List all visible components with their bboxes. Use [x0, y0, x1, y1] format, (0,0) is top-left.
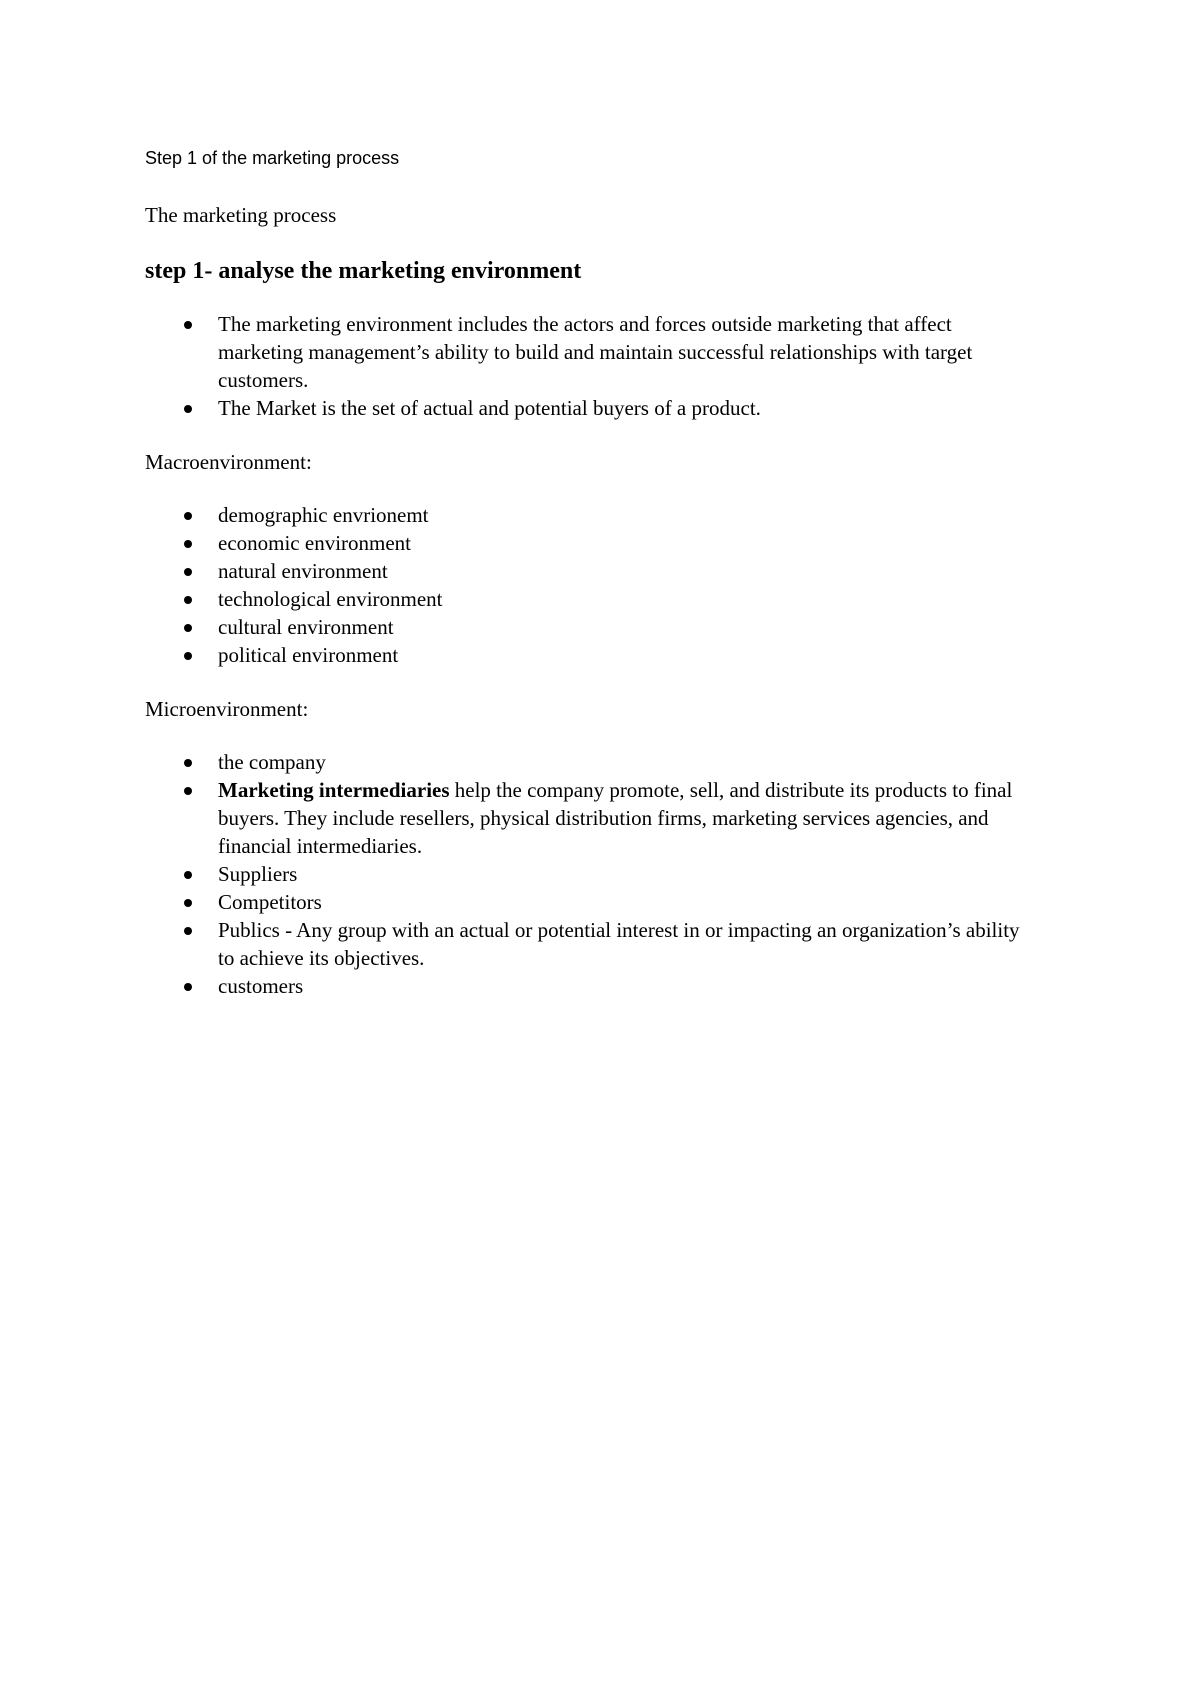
list-item	[145, 860, 1038, 888]
list-item-text: Publics - Any group with an actual or potential interest in or impacting an organization’s ability to achieve its objectives.	[218, 918, 1020, 970]
document-body	[145, 146, 1065, 1027]
document-subtitle: The marketing process	[145, 203, 337, 227]
list-item	[145, 748, 1038, 776]
macroenvironment-label: Macroenvironment:	[145, 450, 312, 474]
intermediaries-text: help the company promote, sell, and distribute its products to final buyers. They include resellers, physical distribution firms, marketing services agencies, and financial intermediaries.	[218, 778, 1013, 858]
bullet-icon	[184, 568, 192, 576]
bullet-icon	[184, 540, 192, 548]
list-item-text: customers	[218, 974, 304, 998]
list-item-text: natural environment	[218, 559, 388, 583]
intermediaries-term: Marketing intermediaries	[218, 778, 450, 802]
list-item-text: political environment	[218, 643, 399, 667]
bullet-icon	[184, 759, 192, 767]
list-item	[145, 972, 1038, 1000]
list-item	[145, 641, 1038, 669]
list-item	[145, 501, 1038, 529]
microenvironment-label: Microenvironment:	[145, 697, 309, 721]
list-item	[145, 888, 1038, 916]
list-item	[145, 394, 1038, 422]
list-item	[145, 613, 1038, 641]
bullet-icon	[184, 512, 192, 520]
bullet-icon	[184, 596, 192, 604]
bullet-icon	[184, 899, 192, 907]
bullet-icon	[184, 871, 192, 879]
list-item	[145, 916, 1038, 972]
list-item-text: demographic envrionemt	[218, 503, 429, 527]
document-title: Step 1 of the marketing process	[145, 148, 400, 168]
bullet-icon	[184, 927, 192, 935]
bullet-icon	[184, 787, 192, 795]
section-heading: step 1- analyse the marketing environment	[145, 258, 582, 284]
list-item	[145, 529, 1038, 557]
list-item-text: The marketing environment includes the actors and forces outside marketing that affect marketing management’s ability to build and maintain successful relationships with target customers.	[218, 312, 973, 392]
list-item	[145, 776, 1038, 860]
list-item-text: Suppliers	[218, 862, 298, 886]
bullet-icon	[184, 652, 192, 660]
bullet-icon	[184, 983, 192, 991]
list-item-text: the company	[218, 750, 326, 774]
list-item	[145, 585, 1038, 613]
bullet-icon	[184, 624, 192, 632]
list-item-text: cultural environment	[218, 615, 394, 639]
list-item	[145, 310, 1038, 394]
list-item-text: economic environment	[218, 531, 412, 555]
list-item-text: The Market is the set of actual and potential buyers of a product.	[218, 396, 761, 420]
intro-bullet-list	[145, 310, 1065, 422]
bullet-icon	[184, 321, 192, 329]
bullet-icon	[184, 405, 192, 413]
microenvironment-list	[145, 748, 1065, 1000]
list-item-text: Competitors	[218, 890, 322, 914]
list-item-text: technological environment	[218, 587, 443, 611]
macroenvironment-list	[145, 501, 1065, 669]
list-item	[145, 557, 1038, 585]
